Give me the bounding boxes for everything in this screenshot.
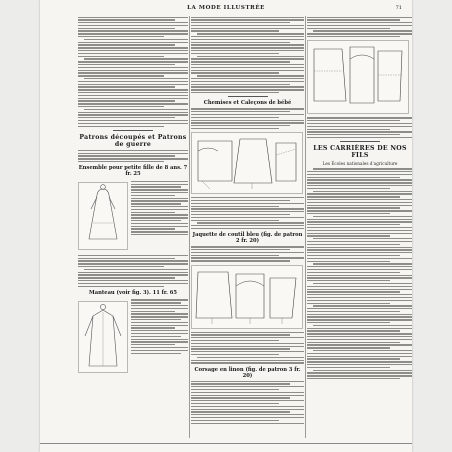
separator <box>228 96 268 97</box>
column-3 <box>307 15 412 440</box>
text-block <box>307 168 412 379</box>
text-block <box>131 298 188 376</box>
text-block <box>191 381 304 424</box>
text-block <box>191 197 304 229</box>
section-title: Chemises et Caleçons de bébé <box>203 100 292 107</box>
separator <box>113 130 153 131</box>
separator <box>340 141 380 142</box>
coat-illustration <box>78 301 128 373</box>
text-block <box>131 179 188 253</box>
running-head <box>40 5 412 15</box>
column-rule <box>189 16 190 438</box>
dress-illustration <box>78 182 128 250</box>
column-rule <box>305 16 306 438</box>
column-1 <box>78 15 188 440</box>
text-block <box>307 117 412 138</box>
section-title: Patrons découpés et Patrons de guerre <box>79 133 187 148</box>
figure-row <box>78 179 188 253</box>
text-block <box>307 17 412 38</box>
pattern-diagram <box>191 132 303 194</box>
column-2 <box>191 15 304 440</box>
pattern-diagram <box>307 40 409 114</box>
running-title: LA MODE ILLUSTRÉE <box>187 5 265 11</box>
text-block <box>78 255 188 287</box>
subsection-title: Les Écoles nationales d'agriculture <box>322 161 398 167</box>
page-number: 71 <box>395 5 402 11</box>
subsection-title: Manteau (voir fig. 3). 11 fr. 65 <box>89 289 177 296</box>
text-block <box>191 332 304 364</box>
pattern-title: Corsage en linon (fig. de patron 3 fr. 20) <box>194 366 301 379</box>
section-title: LES CARRIÈRES DE NOS FILS <box>313 145 407 160</box>
pattern-title: Jaquette de coutil bleu (fig. de patron 2 fr. 20) <box>192 232 303 245</box>
text-block <box>191 108 304 129</box>
figure-row <box>78 298 188 376</box>
border-ornament-icon <box>40 443 412 452</box>
text-block <box>191 246 304 261</box>
pattern-diagram <box>191 265 303 329</box>
subsection-title: Ensemble pour petite fille de 8 ans. 7 fr. 25 <box>78 165 188 178</box>
text-block <box>78 150 188 162</box>
text-block <box>78 17 188 127</box>
magazine-page <box>40 0 412 452</box>
text-block <box>191 17 304 94</box>
